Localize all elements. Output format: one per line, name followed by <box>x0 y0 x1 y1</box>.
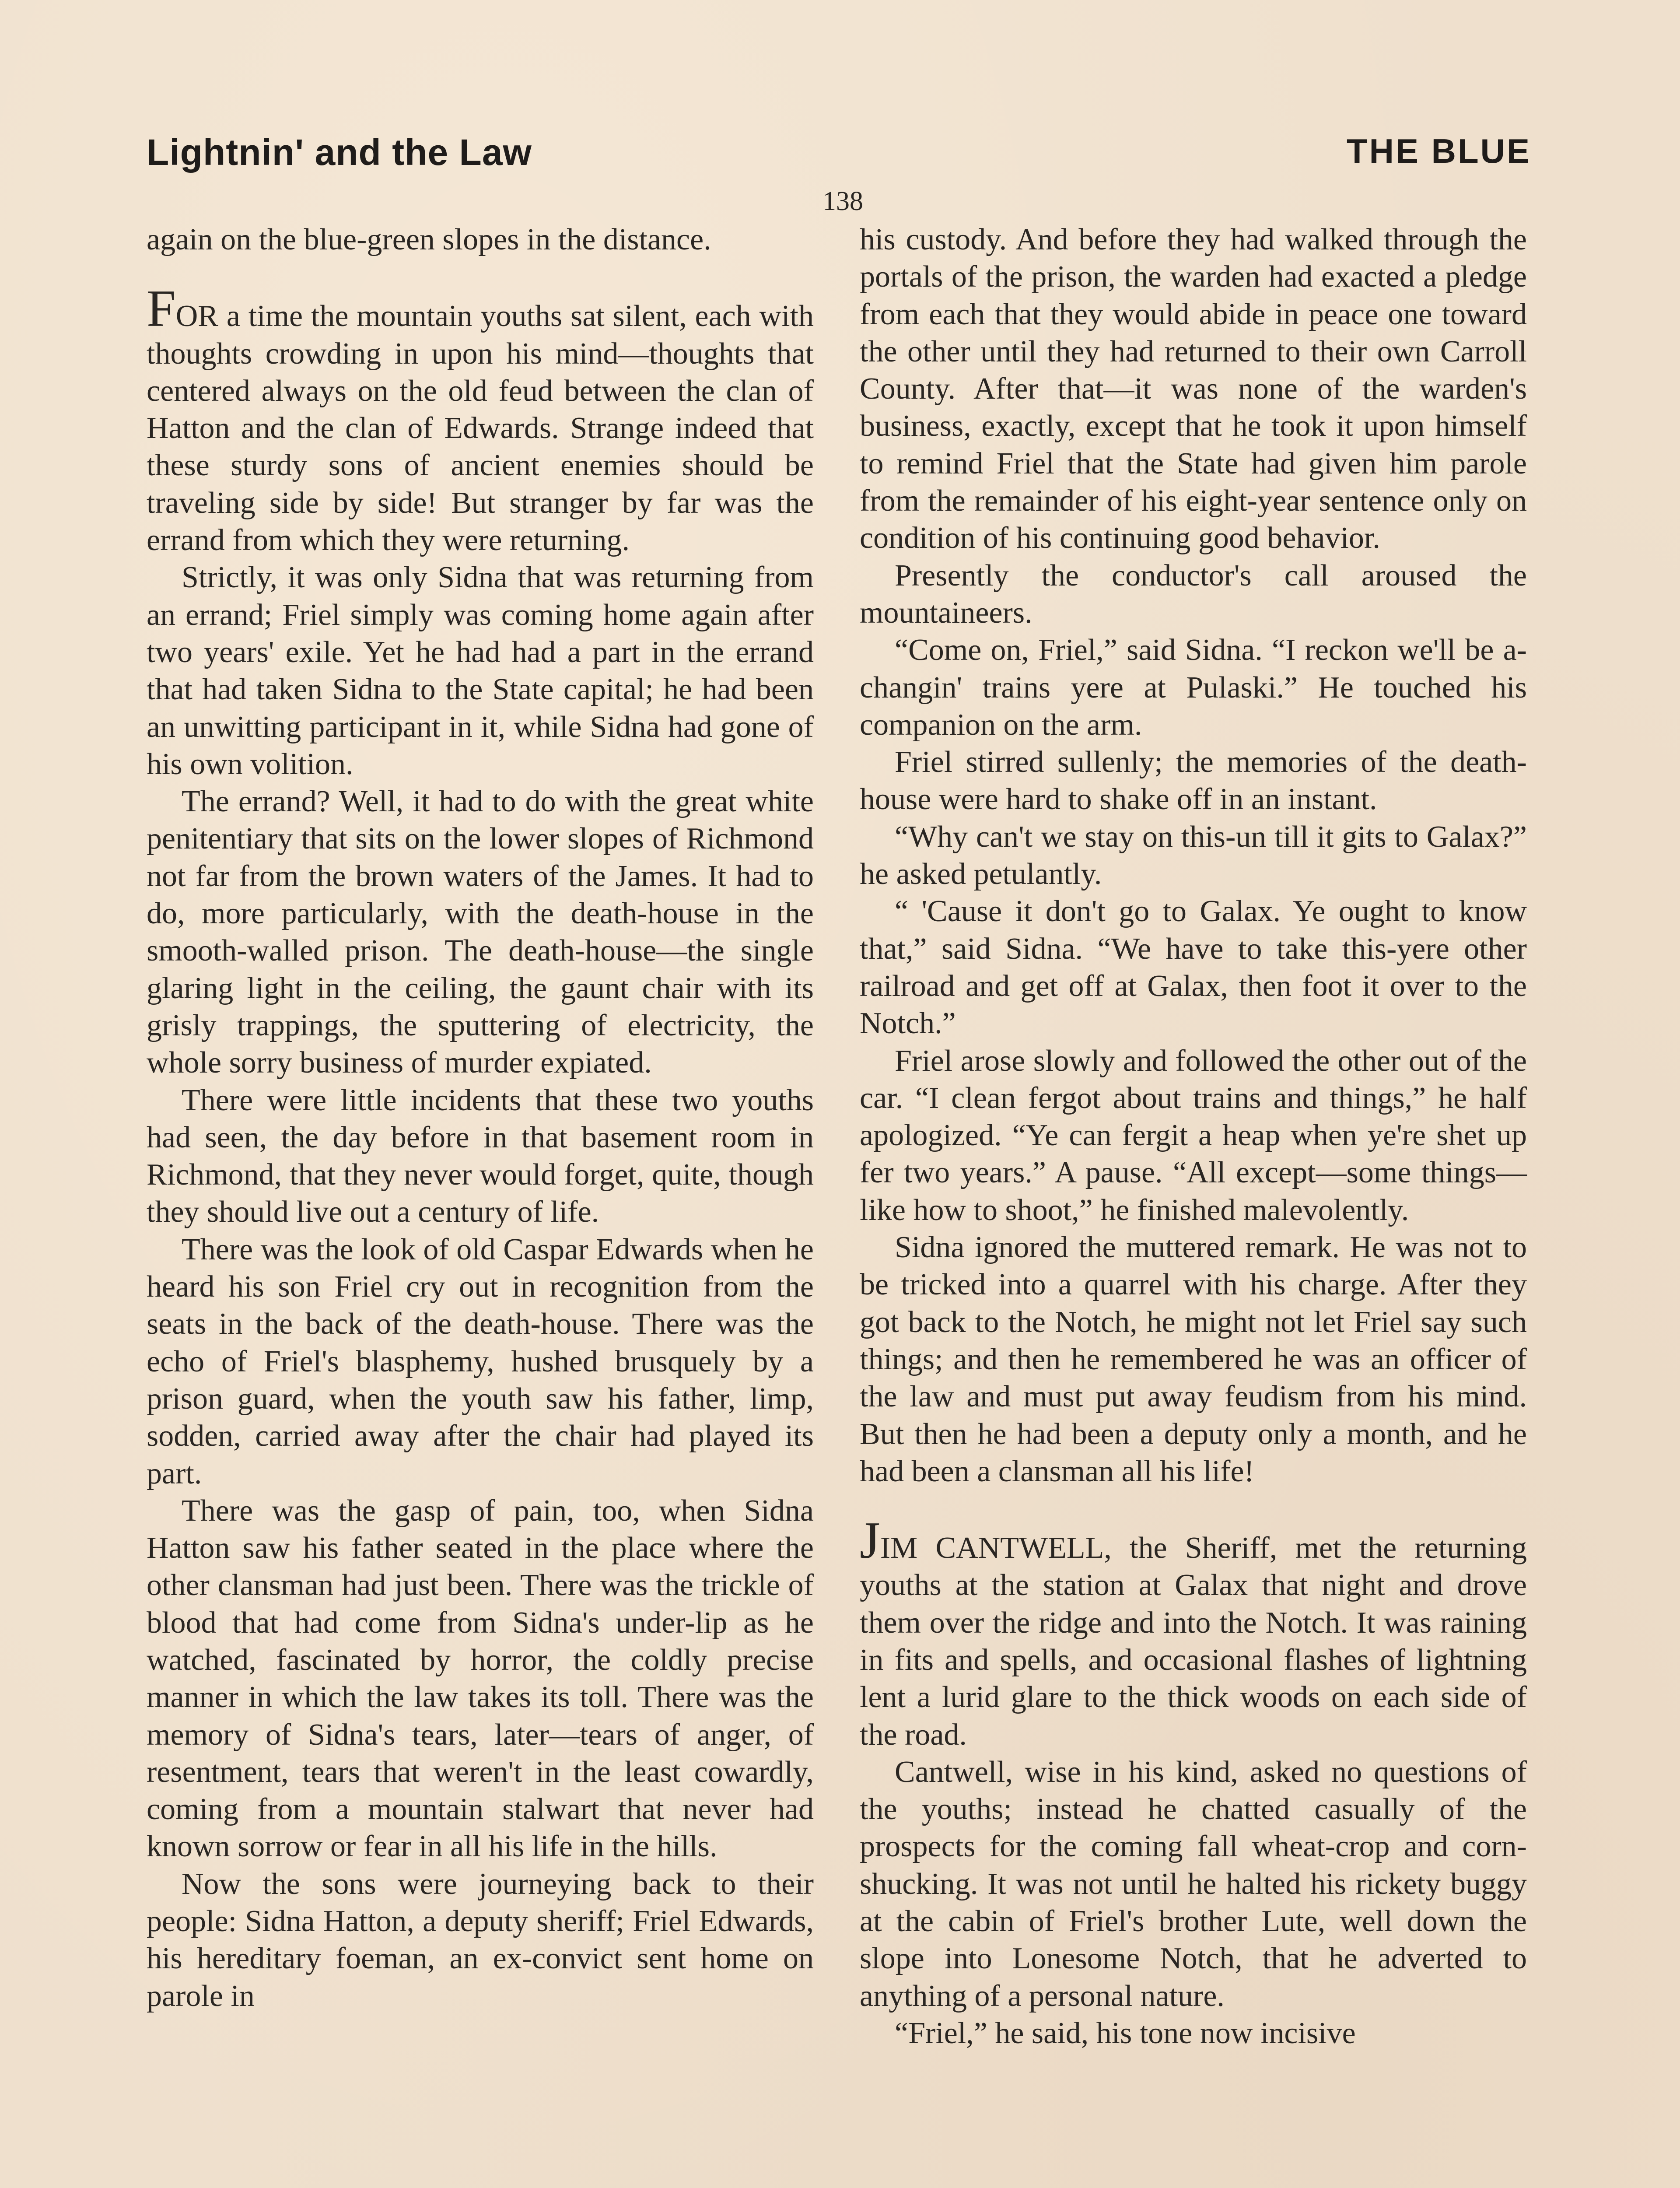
paragraph: Friel stirred sullenly; the memories of the death-house were hard to shake off in an instant. <box>860 745 1527 817</box>
story-title: Lightnin' and the Law <box>147 132 532 173</box>
page-number: 138 <box>822 186 863 216</box>
section-opening-paragraph <box>147 279 814 559</box>
left-column <box>147 221 814 2015</box>
paragraph: There was the look of old Caspar Edwards when he heard his son Friel cry out in recognition from the seats in the back of the death-house. There was the echo of Friel's blasphemy, hushed brusquely by a prison guard, when the youth saw his father, limp, sodden, carried away after the chair had played its part. <box>147 1232 814 1490</box>
paragraph: Now the sons were journeying back to their people: Sidna Hatton, a deputy sheriff; Friel Edwards, his hereditary foeman, an ex-convict sent home on parole in <box>147 1867 814 2013</box>
lead-in: IM CANTWELL, <box>880 1531 1112 1565</box>
drop-cap: J <box>860 1511 880 1570</box>
paragraph: The errand? Well, it had to do with the great white penitentiary that sits on the lower slopes of Richmond not far from the brown waters of the James. It had to do, more particularly, with the death-house in the smooth-walled prison. The death-house—the single glaring light in the ceiling, the gaunt chair with its grisly trappings, the sputtering of electricity, the whole sorry business of murder expiated. <box>147 785 814 1080</box>
paragraph: Friel arose slowly and followed the other out of the car. “I clean fergot about trains and things,” he half apologized. “Ye can fergit a heap when ye're shet up fer two years.” A pause. “All except—some things—like how to shoot,” he finished malevolently. <box>860 1044 1527 1227</box>
paragraph: There were little incidents that these two youths had seen, the day before in that basement room in Richmond, that they never would forget, quite, though they should live out a century of life. <box>147 1083 814 1229</box>
section-opening-paragraph <box>860 1511 1527 1753</box>
paragraph: Cantwell, wise in his kind, asked no questions of the youths; instead he chatted casually of the prospects for the coming fall wheat-crop and corn-shucking. It was not until he halted his rickety buggy at the cabin of Friel's brother Lute, well down the slope into Lonesome Notch, that he adverted to anything of a personal nature. <box>860 1755 1527 2013</box>
paragraph: again on the blue-green slopes in the distance. <box>147 223 711 256</box>
paragraph-text: a time the mountain youths sat silent, each with thoughts crowding in upon his mind—thoughts that centered always on the old feud between the clan of Hatton and the clan of Edwards. Strange indeed that these sturdy sons of ancient enemies should be traveling side by side! But stranger by far was the errand from which they were returning. <box>147 299 814 558</box>
drop-cap: F <box>147 279 176 338</box>
lead-in: OR <box>175 299 218 333</box>
paragraph: There was the gasp of pain, too, when Sidna Hatton saw his father seated in the place where the other clansman had just been. There was the trickle of blood that had come from Sidna's under-lip as he watched, fascinated by horror, the coldly precise manner in which the law takes its toll. There was the memory of Sidna's tears, later—tears of anger, of resentment, tears that weren't in the least cowardly, coming from a mountain stalwart that never had known sorrow or fear in all his life in the hills. <box>147 1494 814 1864</box>
paragraph: “Why can't we stay on this-un till it gits to Galax?” he asked petulantly. <box>860 820 1527 891</box>
paragraph-text: the Sheriff, met the returning youths at the station at Galax that night and drove them over the ridge and into the Notch. It was raining in fits and spells, and occasional flashes of lightning lent a lurid glare to the thick woods on each side of the road. <box>860 1531 1527 1752</box>
magazine-name: THE BLUE <box>1347 132 1531 170</box>
paragraph: his custody. And before they had walked through the portals of the prison, the warden had exacted a pledge from each that they would abide in peace one toward the other until they had returned to their own Carroll County. After that—it was none of the warden's business, exactly, except that he took it upon himself to remind Friel that the State had given him parole from the remainder of his eight-year sentence only on condition of his continuing good behavior. <box>860 223 1527 555</box>
right-column <box>860 221 1527 2052</box>
paragraph: “Friel,” he said, his tone now incisive <box>895 2016 1356 2050</box>
paragraph: Presently the conductor's call aroused the mountaineers. <box>860 558 1527 630</box>
paragraph: “ 'Cause it don't go to Galax. Ye ought to know that,” said Sidna. “We have to take this-yere other railroad and get off at Galax, then foot it over to the Notch.” <box>860 894 1527 1041</box>
paragraph: “Come on, Friel,” said Sidna. “I reckon we'll be a-changin' trains yere at Pulaski.” He touched his companion on the arm. <box>860 633 1527 742</box>
paragraph: Sidna ignored the muttered remark. He was not to be tricked into a quarrel with his charge. After they got back to the Notch, he might not let Friel say such things; and then he remembered he was an officer of the law and must put away feudism from his mind. But then he had been a deputy only a month, and he had been a clansman all his life! <box>860 1231 1527 1488</box>
paragraph: Strictly, it was only Sidna that was returning from an errand; Friel simply was coming home again after two years' exile. Yet he had had a part in the errand that had taken Sidna to the State capital; he had been an unwitting participant in it, while Sidna had gone of his own volition. <box>147 561 814 781</box>
